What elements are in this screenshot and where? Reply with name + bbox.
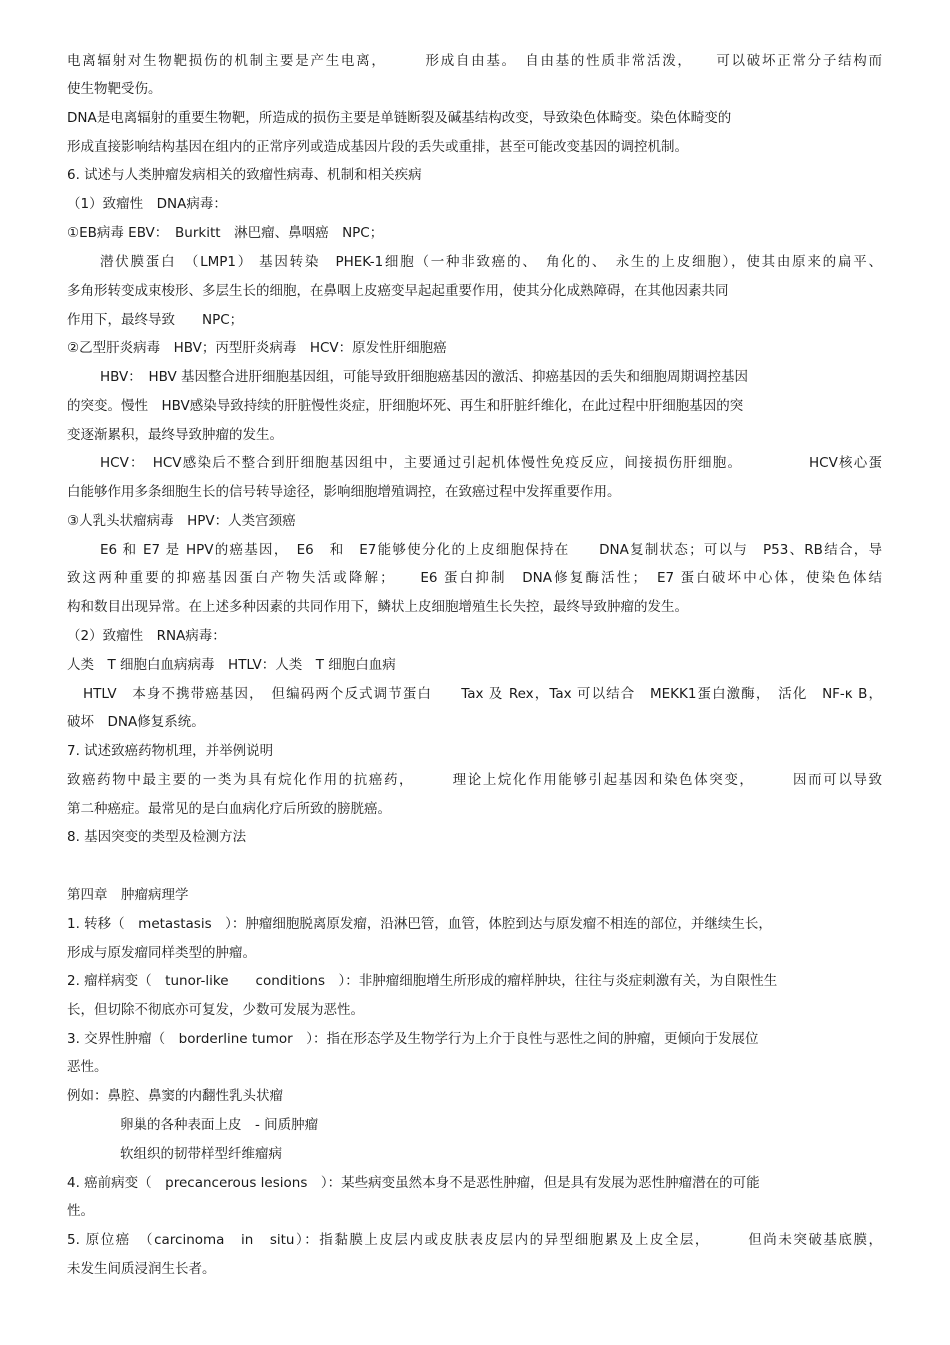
text-line: 电离辐射对生物靶损伤的机制主要是产生电离， 形成自由基。 自由基的性质非常活泼， 可以破坏正常分子结构而 xyxy=(67,53,882,69)
text-line: 构和数目出现异常。在上述多种因素的共同作用下，鳞状上皮细胞增殖生长失控，最终导致肿瘤的发生。 xyxy=(67,599,688,615)
text-line: 第二种癌症。最常见的是白血病化疗后所致的膀胱癌。 xyxy=(67,801,391,817)
text-line: DNA是电离辐射的重要生物靶，所造成的损伤主要是单链断裂及碱基结构改变，导致染色体畸变。染色体畸变的 xyxy=(67,110,732,126)
subsection-heading: （2）致瘤性 RNA病毒： xyxy=(67,628,226,644)
text-line: 白能够作用多条细胞生长的信号转导途径，影响细胞增殖调控，在致癌过程中发挥重要作用。 xyxy=(67,484,621,500)
definition-line: 3. 交界性肿瘤（ borderline tumor ）：指在形态学及生物学行为上介于良性与恶性之间的肿瘤，更倾向于发展位 xyxy=(67,1031,759,1047)
question-heading: 6. 试述与人类肿瘤发病相关的致瘤性病毒、机制和相关疾病 xyxy=(67,167,422,183)
text-line: 致这两种重要的抑癌基因蛋白产物失活或降解； E6 蛋白抑制 DNA修复酶活性； E7 蛋白破坏中心体，使染色体结 xyxy=(67,570,882,586)
chapter-heading: 第四章 肿瘤病理学 xyxy=(67,887,189,903)
text-line: ①EB病毒 EBV： Burkitt 淋巴瘤、鼻咽癌 NPC； xyxy=(67,225,384,241)
text-line: 恶性。 xyxy=(67,1059,108,1075)
definition-line: 4. 癌前病变（ precancerous lesions ）：某些病变虽然本身不是恶性肿瘤，但是具有发展为恶性肿瘤潜在的可能 xyxy=(67,1175,760,1191)
definition-line: 1. 转移（ metastasis ）：肿瘤细胞脱离原发瘤，沿淋巴管，血管，体腔到达与原发瘤不相连的部位，并继续生长， xyxy=(67,916,772,932)
question-heading: 8. 基因突变的类型及检测方法 xyxy=(67,829,247,845)
text-line: HBV： HBV 基因整合进肝细胞基因组，可能导致肝细胞癌基因的激活、抑癌基因的丢失和细胞周期调控基因 xyxy=(100,369,749,385)
text-line: 人类 T 细胞白血病病毒 HTLV：人类 T 细胞白血病 xyxy=(67,657,396,673)
text-line: 未发生间质浸润生长者。 xyxy=(67,1261,216,1277)
text-line: 多角形转变成束梭形、多层生长的细胞，在鼻咽上皮癌变早起起重要作用，使其分化成熟障碍，在其他因素共同 xyxy=(67,283,729,299)
text-line: 性。 xyxy=(67,1203,94,1219)
definition-line: 5. 原位癌 （carcinoma in situ）：指黏膜上皮层内或皮肤表皮层内的异型细胞累及上皮全层， 但尚未突破基底膜， xyxy=(67,1232,882,1248)
text-line: ②乙型肝炎病毒 HBV；丙型肝炎病毒 HCV：原发性肝细胞癌 xyxy=(67,340,447,356)
text-line: ③人乳头状瘤病毒 HPV：人类宫颈癌 xyxy=(67,513,296,529)
text-line: 破坏 DNA修复系统。 xyxy=(67,714,205,730)
text-line: 使生物靶受伤。 xyxy=(67,81,162,97)
example-item: 软组织的韧带样型纤维瘤病 xyxy=(120,1146,282,1162)
example-item: 卵巢的各种表面上皮 - 间质肿瘤 xyxy=(120,1117,319,1133)
text-line: 潜伏膜蛋白 （LMP1） 基因转染 PHEK-1细胞（一种非致癌的、 角化的、 永生的上皮细胞），使其由原来的扁平、 xyxy=(100,254,882,270)
text-line: 致癌药物中最主要的一类为具有烷化作用的抗癌药， 理论上烷化作用能够引起基因和染色体突变， 因而可以导致 xyxy=(67,772,882,788)
text-line: 长，但切除不彻底亦可复发，少数可发展为恶性。 xyxy=(67,1002,364,1018)
text-line: HTLV 本身不携带癌基因， 但编码两个反式调节蛋白 Tax 及 Rex，Tax 可以结合 MEKK1蛋白激酶， 活化 NF-κ B， xyxy=(83,686,882,702)
text-line: 变逐渐累积，最终导致肿瘤的发生。 xyxy=(67,427,283,443)
subsection-heading: （1）致瘤性 DNA病毒： xyxy=(67,196,227,212)
definition-line: 2. 瘤样病变（ tunor-like conditions ）：非肿瘤细胞增生所形成的瘤样肿块，往往与炎症刺激有关，为自限性生 xyxy=(67,973,778,989)
example-label: 例如：鼻腔、鼻窦的内翻性乳头状瘤 xyxy=(67,1088,283,1104)
text-line: E6 和 E7 是 HPV的癌基因， E6 和 E7能够使分化的上皮细胞保持在 DNA复制状态；可以与 P53、RB结合，导 xyxy=(100,542,882,558)
text-line: HCV： HCV感染后不整合到肝细胞基因组中，主要通过引起机体慢性免疫反应，间接损伤肝细胞。 HCV核心蛋 xyxy=(100,455,882,471)
question-heading: 7. 试述致癌药物机理，并举例说明 xyxy=(67,743,274,759)
text-line: 的突变。慢性 HBV感染导致持续的肝脏慢性炎症，肝细胞坏死、再生和肝脏纤维化，在此过程中肝细胞基因的突 xyxy=(67,398,744,414)
text-line: 作用下，最终导致 NPC； xyxy=(67,312,244,328)
text-line: 形成直接影响结构基因在组内的正常序列或造成基因片段的丢失或重排，甚至可能改变基因的调控机制。 xyxy=(67,139,688,155)
text-line: 形成与原发瘤同样类型的肿瘤。 xyxy=(67,945,256,961)
